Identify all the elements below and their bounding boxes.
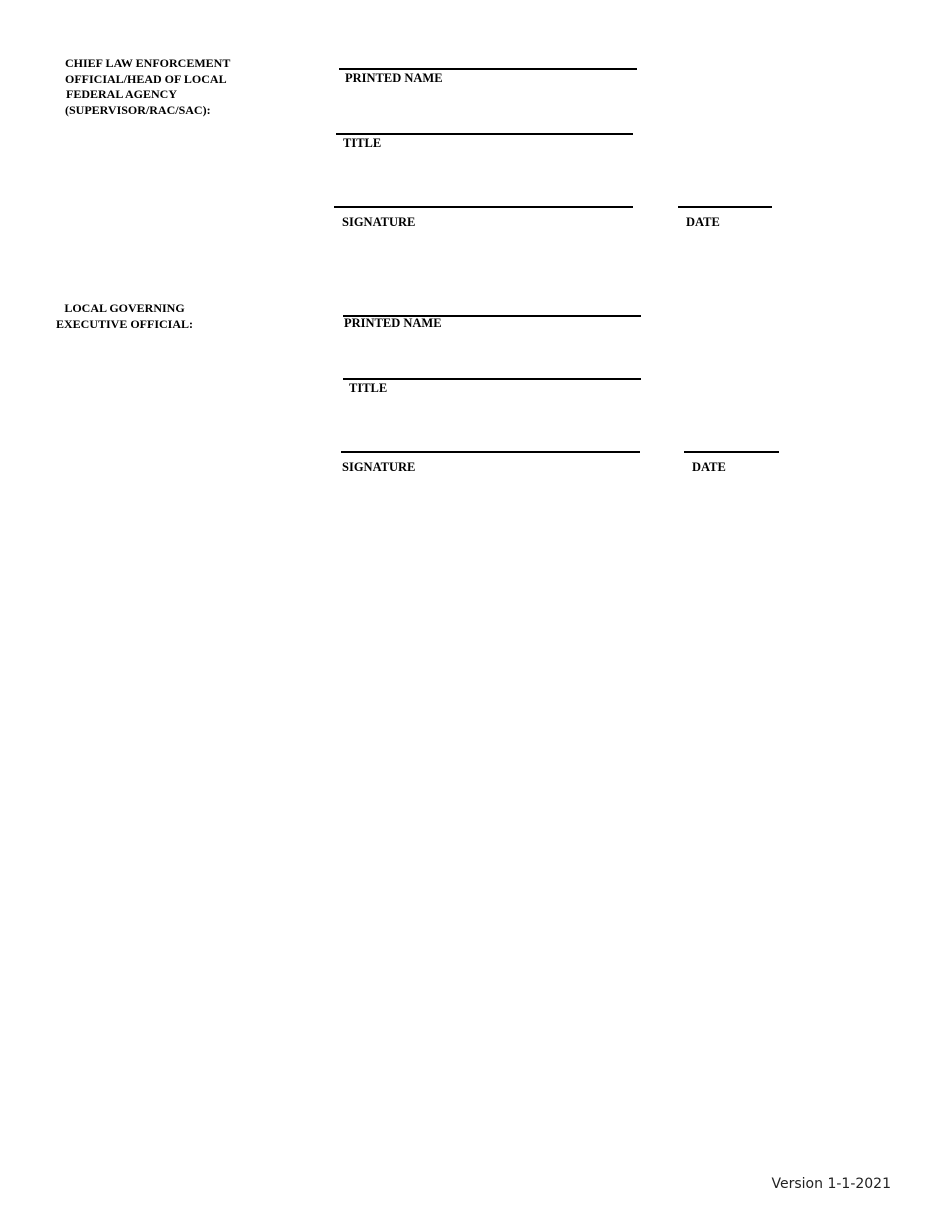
section-1-signature-line[interactable] [334, 206, 633, 208]
section-1-printed-name-caption: PRINTED NAME [345, 71, 443, 85]
section-2-title-line[interactable] [343, 378, 641, 380]
section-1-label-line-3: FEDERAL AGENCY [66, 87, 178, 101]
section-1-title-line[interactable] [336, 133, 633, 135]
version-footer: Version 1-1-2021 [771, 1176, 891, 1192]
section-2-date-line[interactable] [684, 451, 779, 453]
section-1-party-label [65, 56, 230, 118]
section-2-date-caption: DATE [692, 460, 726, 474]
section-1-label-line-1: CHIEF LAW ENFORCEMENT [65, 56, 231, 70]
section-1-printed-name-line[interactable] [339, 68, 637, 70]
section-1-label-line-2: OFFICIAL/HEAD OF LOCAL [65, 71, 227, 86]
section-2-label-line-1: LOCAL GOVERNING [64, 301, 185, 315]
section-2-label-line-2: EXECUTIVE OFFICIAL: [56, 316, 194, 331]
section-2-title-caption: TITLE [349, 381, 388, 395]
section-1-date-caption: DATE [686, 215, 720, 229]
section-2-signature-caption: SIGNATURE [342, 460, 416, 474]
section-2-signature-line[interactable] [341, 451, 640, 453]
section-1-label-line-4: (SUPERVISOR/RAC/SAC): [65, 102, 211, 117]
section-2-printed-name-caption: PRINTED NAME [344, 316, 442, 330]
section-1-signature-caption: SIGNATURE [342, 215, 416, 229]
section-1-date-line[interactable] [678, 206, 772, 208]
section-2-party-label [56, 301, 193, 332]
section-1-title-caption: TITLE [343, 136, 382, 150]
